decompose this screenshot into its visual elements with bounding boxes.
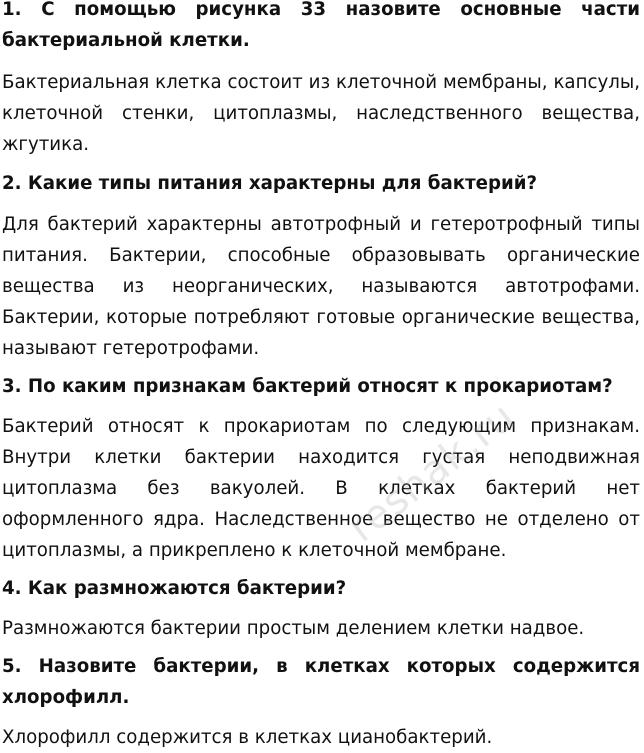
watermark: reshak.ru (340, 393, 525, 552)
answer-5: Хлорофилл содержится в клетках цианобактерий. (2, 727, 493, 748)
answer-1: Бактериальная клетка состоит из клеточной мембраны, капсулы, клеточной стенки, цитоплазмы, наследственного вещества, жгутика. (2, 72, 640, 155)
document-page (2, 0, 640, 753)
answer-3: Бактерий относят к прокариотам по следующим признакам. Внутри клетки бактерии находится густая неподвижная цитоплазма без вакуолей. В клетках бактерий нет оформленного ядра. Наследственное вещество не отделено от цитоплазмы, а прикреплено к клеточной мембране. (2, 416, 640, 561)
question-5: 5. Назовите бактерии, в клетках которых содержится хлорофилл. (2, 656, 640, 708)
question-4: 4. Как размножаются бактерии? (2, 578, 347, 599)
question-2: 2. Какие типы питания характерны для бактерий? (2, 173, 538, 194)
question-1: 1. С помощью рисунка 33 назовите основные части бактериальной клетки. (2, 0, 640, 51)
question-3: 3. По каким признакам бактерий относят к прокариотам? (2, 376, 613, 397)
answer-2: Для бактерий характерны автотрофный и гетеротрофный типы питания. Бактерии, способные образовывать органические вещества из неорганических, называются автотрофами. Бактерии, которые потребляют готовые органические вещества, называют гетеротрофами. (2, 214, 640, 359)
answer-4: Размножаются бактерии простым делением клетки надвое. (2, 618, 585, 639)
